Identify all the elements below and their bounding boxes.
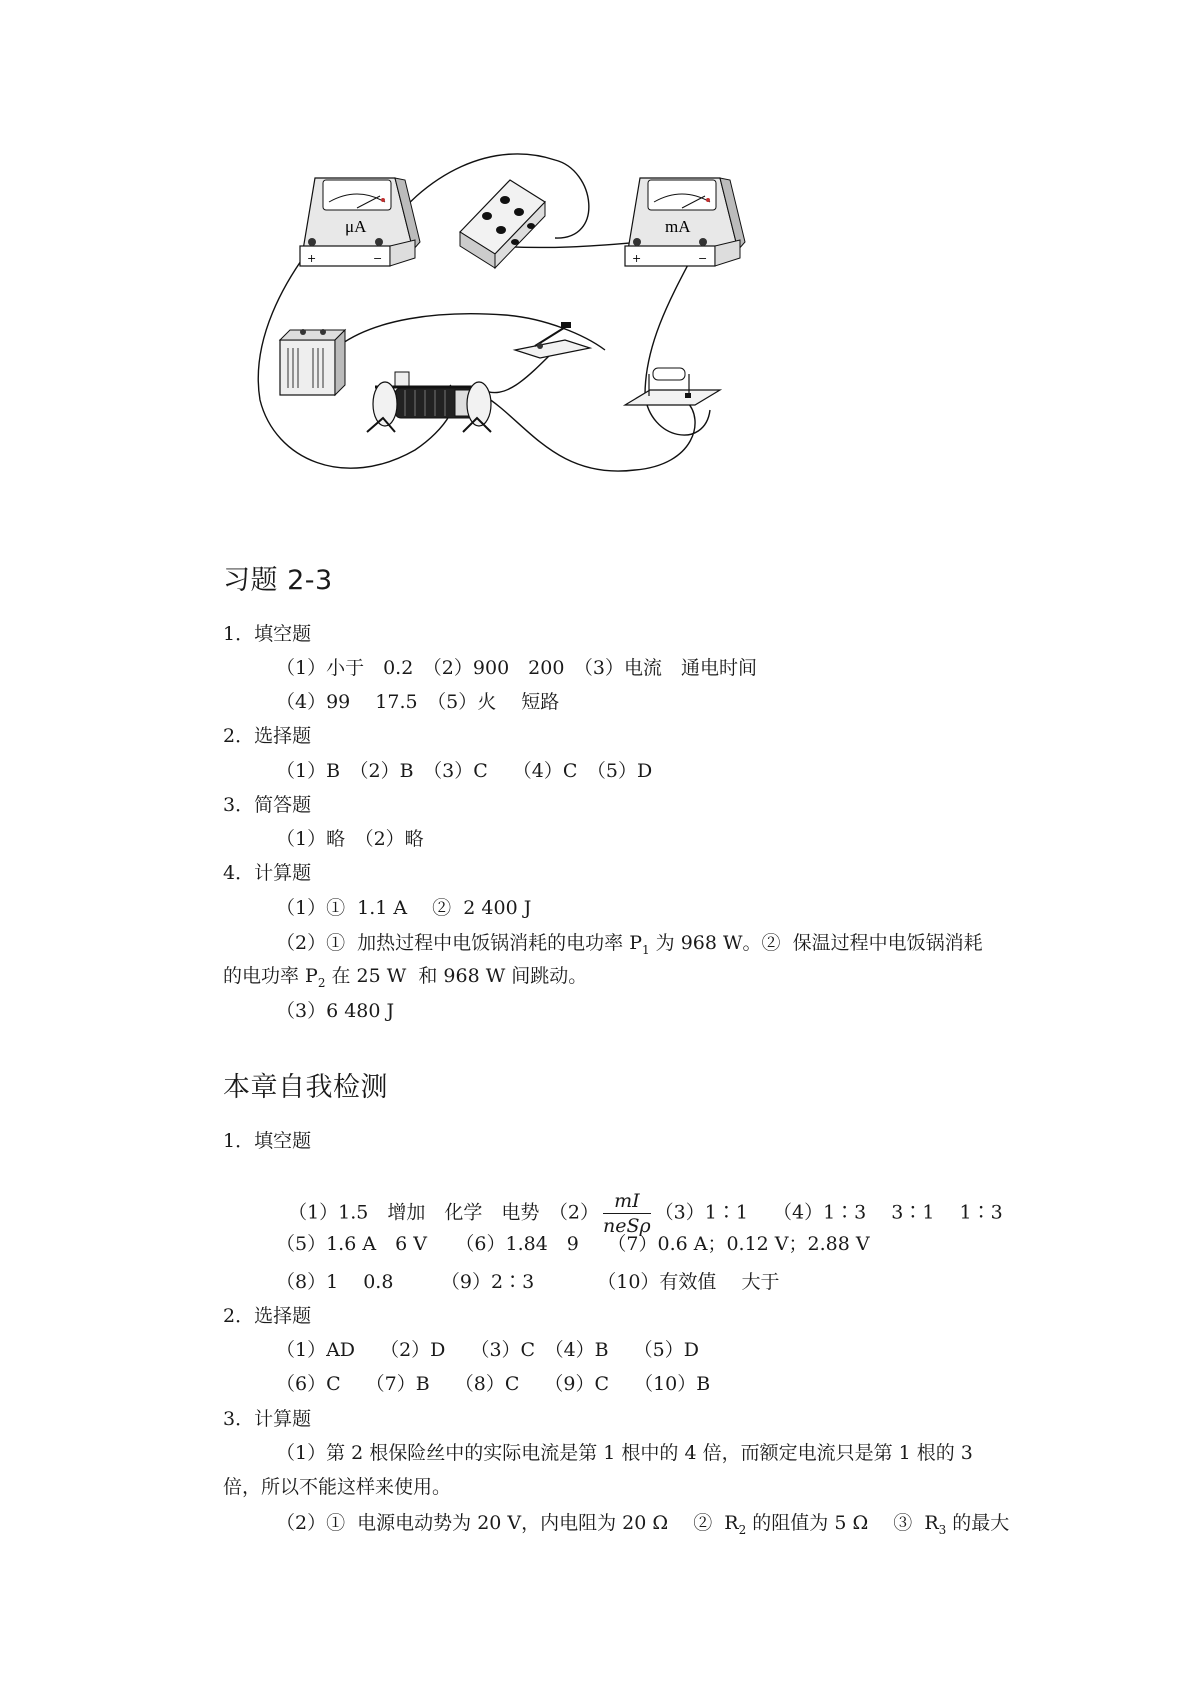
- s2-q1-line-1: （1）1.5 增加 化学 电势 （2） $\frac{mI}{\text{neSρ}}$ （3）1∶1 （4）1∶3 3∶1 1∶3: [288, 1190, 1003, 1237]
- s2-q3-line-1: （1）第 2 根保险丝中的实际电流是第 1 根中的 4 倍，而额定电流只是第 1 根的 3: [276, 1442, 973, 1464]
- q1-heading: 1．填空题: [223, 623, 312, 645]
- q2-line-1: （1）B （2）B （3）C （4）C （5）D: [276, 760, 653, 782]
- resistor-board: [625, 368, 720, 405]
- resistance-box: [460, 180, 545, 268]
- svg-text:−: −: [373, 252, 383, 265]
- microammeter: [300, 178, 420, 266]
- q1-line-2: （4）99 17.5 （5）火 短路: [276, 691, 560, 713]
- milliammeter: [625, 178, 745, 266]
- s2-q3-line-3: （2）① 电源电动势为 20 V，内电阻为 20 Ω ② $R_2$ 的阻值为 5 Ω ③ $R_3$ 的最大: [276, 1512, 1010, 1537]
- s2-q3-line-2: 倍，所以不能这样来使用。: [223, 1476, 452, 1498]
- s2-q1-heading: 1．填空题: [223, 1130, 312, 1152]
- s2-q1-line-3: （8）1 0.8 （9）2∶3 （10）有效值 大于: [276, 1271, 780, 1293]
- circuit-diagram: [255, 150, 775, 510]
- q3-heading: 3．简答题: [223, 794, 312, 816]
- microammeter-label: μA: [345, 217, 367, 236]
- svg-text:−: −: [698, 252, 708, 265]
- q3-line-1: （1）略 （2）略: [276, 828, 424, 850]
- s2-q1-line-2: （5）1.6 A 6 V （6）1.84 9 （7）0.6 A；0.12 V；2.88 V: [276, 1233, 870, 1255]
- s2-q2-heading: 2．选择题: [223, 1305, 312, 1327]
- s2-q3-heading: 3．计算题: [223, 1408, 312, 1430]
- milliammeter-label: mA: [665, 217, 691, 236]
- section-title-exercise-2-3: 习题 2-3: [223, 565, 333, 596]
- s2-q2-line-2: （6）C （7）B （8）C （9）C （10）B: [276, 1373, 711, 1395]
- section-title-self-test: 本章自我检测: [223, 1072, 388, 1103]
- svg-text:+: +: [632, 252, 642, 265]
- q4-line-2: （2）① 加热过程中电饭锅消耗的电功率 $P_1$ 为 968 W。② 保温过程中电饭锅消耗: [276, 932, 983, 957]
- q2-heading: 2．选择题: [223, 725, 312, 747]
- q4-line-4: （3）6 480 J: [276, 1000, 395, 1022]
- svg-text:+: +: [307, 252, 317, 265]
- battery: [280, 329, 345, 395]
- fraction: $\frac{mI}{\text{neSρ}}$: [603, 1190, 651, 1237]
- q4-heading: 4．计算题: [223, 862, 312, 884]
- rheostat: [367, 372, 491, 432]
- q4-line-3: 的电功率 $P_2$ 在 25 W 和 968 W 间跳动。: [223, 965, 588, 990]
- s2-q2-line-1: （1）AD （2）D （3）C （4）B （5）D: [276, 1339, 699, 1361]
- q1-line-1: （1）小于 0.2 （2）900 200 （3）电流 通电时间: [276, 657, 758, 679]
- q4-line-1: （1）① 1.1 A ② 2 400 J: [276, 897, 532, 919]
- knife-switch: [515, 322, 590, 358]
